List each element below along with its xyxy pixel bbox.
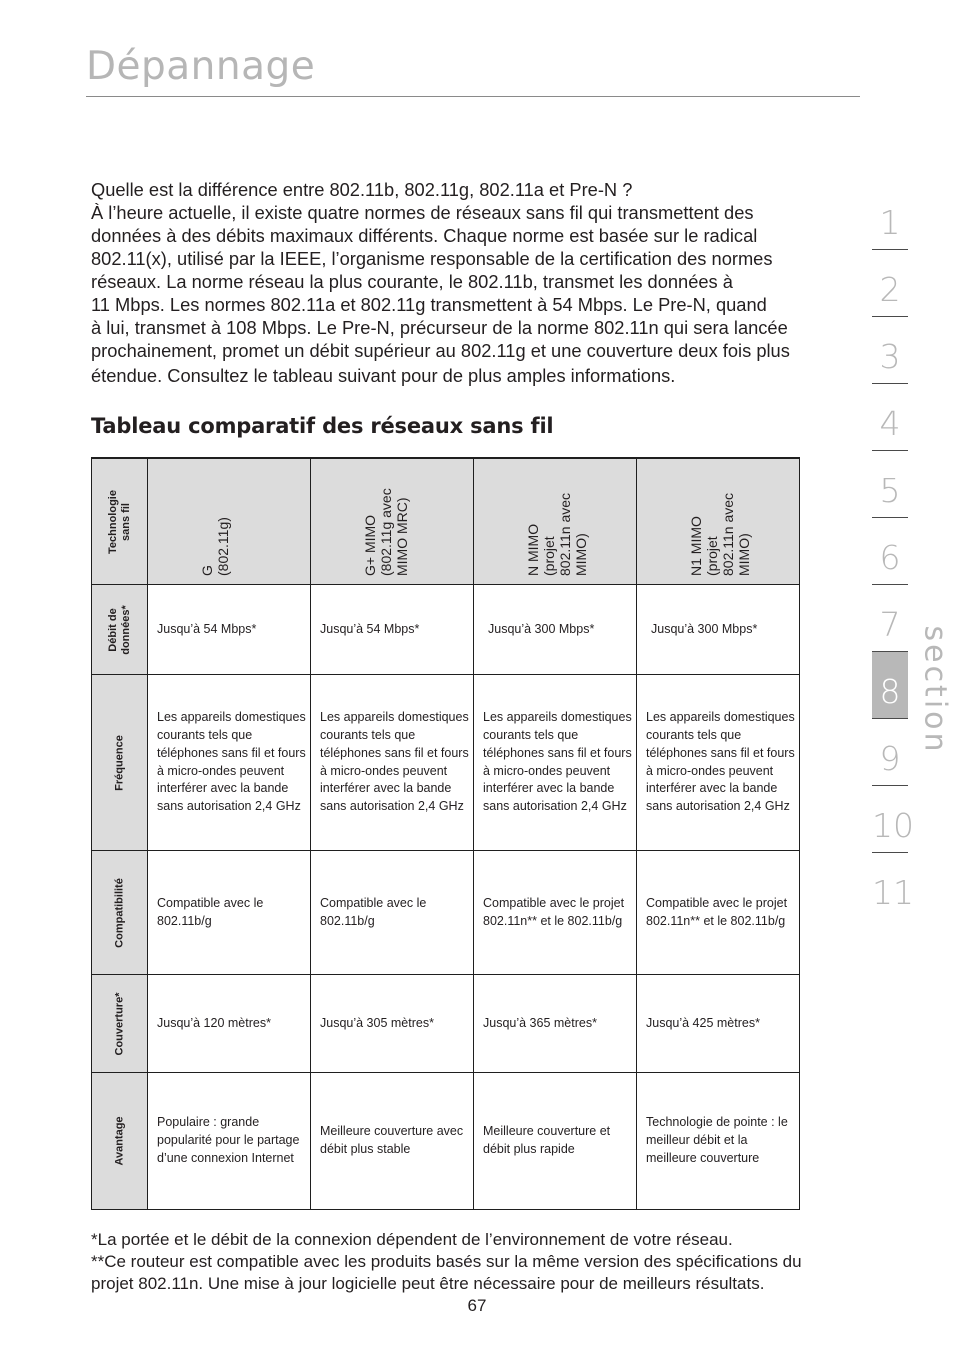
section-tab-8-active[interactable] — [872, 652, 908, 719]
table-cell: Les appareils domestiques courants tels que téléphones sans fil et fours à micro-ondes peuvent interférer avec la bande sans autorisation 2,4 GHz — [148, 675, 311, 851]
table-cell: Meilleure couverture avec débit plus stable — [311, 1073, 474, 1210]
table-cell: Les appareils domestiques courants tels que téléphones sans fil et fours à micro-ondes peuvent interférer avec la bande sans autorisation 2,4 GHz — [311, 675, 474, 851]
column-header-g — [148, 458, 311, 585]
section-tab-label: 8 — [879, 672, 901, 711]
table-cell: Compatible avec le 802.11b/g — [311, 851, 474, 975]
table-cell: Jusqu’à 425 mètres* — [637, 975, 800, 1073]
column-header-label: G+ MIMO (802.11g avec MIMO MRC) — [362, 488, 410, 576]
row-header-compatibilite — [92, 851, 148, 975]
column-header-n1-mimo — [637, 458, 800, 585]
section-tab-label: 1 — [879, 203, 901, 242]
row-header-label: Avantage — [113, 1116, 125, 1166]
section-tab-6[interactable] — [872, 518, 908, 585]
table-row — [92, 585, 800, 675]
table-cell: Jusqu’à 300 Mbps* — [637, 585, 800, 675]
intro-line: à lui, transmet à 108 Mbps. Le Pre-N, précurseur de la norme 802.11n qui sera lancée — [91, 317, 788, 338]
intro-line: prochainement, promet un débit supérieur au 802.11g et une couverture deux fois plus — [91, 340, 790, 361]
row-header-couverture — [92, 975, 148, 1073]
intro-question: Quelle est la différence entre 802.11b, 802.11g, 802.11a et Pre-N ? — [91, 179, 633, 200]
row-header-avantage — [92, 1073, 148, 1210]
table-cell: Jusqu’à 54 Mbps* — [148, 585, 311, 675]
comparison-table — [91, 457, 800, 1210]
section-tab-label: 5 — [879, 471, 901, 510]
section-tab-label: 2 — [879, 270, 901, 309]
column-header-label: N MIMO (projet 802.11n avec MIMO) — [525, 492, 589, 576]
row-header-frequence — [92, 675, 148, 851]
footnote-line: *La portée et le débit de la connexion dépendent de l’environnement de votre réseau. — [91, 1230, 733, 1249]
section-tab-2[interactable] — [872, 250, 908, 317]
corner-label: Technologie sans fil — [106, 489, 132, 554]
table-cell: Jusqu’à 365 mètres* — [474, 975, 637, 1073]
table-cell: Compatible avec le projet 802.11n** et le 802.11b/g — [637, 851, 800, 975]
section-tab-label: 3 — [879, 337, 901, 376]
section-tab-1[interactable] — [872, 183, 908, 250]
section-label: section — [917, 625, 953, 755]
table-row — [92, 975, 800, 1073]
table-cell: Jusqu’à 305 mètres* — [311, 975, 474, 1073]
column-header-n-mimo — [474, 458, 637, 585]
table-cell: Compatible avec le projet 802.11n** et le 802.11b/g — [474, 851, 637, 975]
intro-line: étendue. Consultez le tableau suivant pour de plus amples informations. — [91, 365, 676, 386]
section-tab-label: 11 — [872, 873, 914, 912]
table-cell: Technologie de pointe : le meilleur débit et la meilleure couverture — [637, 1073, 800, 1210]
section-tab-7[interactable] — [872, 585, 908, 652]
table-cell: Jusqu’à 300 Mbps* — [474, 585, 637, 675]
table-row — [92, 1073, 800, 1210]
row-header-debit — [92, 585, 148, 675]
section-tab-5[interactable] — [872, 451, 908, 518]
section-tab-label: 6 — [879, 538, 901, 577]
table-cell: Les appareils domestiques courants tels que téléphones sans fil et fours à micro-ondes peuvent interférer avec la bande sans autorisation 2,4 GHz — [474, 675, 637, 851]
table-row — [92, 675, 800, 851]
section-tab-11[interactable] — [872, 853, 914, 919]
section-tab-label: 9 — [879, 739, 901, 778]
column-header-g-plus-mimo — [311, 458, 474, 585]
footnotes — [91, 1229, 856, 1295]
row-header-label: Compatibilité — [113, 877, 125, 948]
table-row — [92, 851, 800, 975]
section-tab-9[interactable] — [872, 719, 908, 786]
footnote-line: **Ce routeur est compatible avec les produits basés sur la même version des spécifications du — [91, 1252, 802, 1271]
table-title: Tableau comparatif des réseaux sans fil — [91, 414, 554, 438]
section-tab-label: 4 — [879, 404, 901, 443]
column-header-label: N1 MIMO (projet 802.11n avec MIMO) — [688, 492, 752, 576]
intro-line: 11 Mbps. Les normes 802.11a et 802.11g transmettent à 54 Mbps. Le Pre-N, quand — [91, 294, 767, 315]
intro-line: réseaux. La norme réseau la plus courante, le 802.11b, transmet les données à — [91, 271, 733, 292]
table-header-row — [92, 458, 800, 585]
row-header-label: Couverture* — [113, 992, 125, 1055]
table-cell: Jusqu’à 54 Mbps* — [311, 585, 474, 675]
section-tab-3[interactable] — [872, 317, 908, 384]
table-cell: Compatible avec le 802.11b/g — [148, 851, 311, 975]
table-cell: Les appareils domestiques courants tels que téléphones sans fil et fours à micro-ondes peuvent interférer avec la bande sans autorisation 2,4 GHz — [637, 675, 800, 851]
table-cell: Populaire : grande popularité pour le partage d’une connexion Internet — [148, 1073, 311, 1210]
intro-line: 802.11(x), utilisé par la IEEE, l’organisme responsable de la certification des normes — [91, 248, 773, 269]
section-tab-label: 10 — [872, 806, 914, 845]
column-header-label: G (802.11g) — [199, 517, 231, 576]
footnote-line: projet 802.11n. Une mise à jour logicielle peut être nécessaire pour de meilleurs résultats. — [91, 1274, 765, 1293]
intro-line: À l’heure actuelle, il existe quatre normes de réseaux sans fil qui transmettent des — [91, 202, 754, 223]
page-title: Dépannage — [86, 44, 316, 89]
title-divider — [86, 96, 860, 97]
table-cell: Jusqu’à 120 mètres* — [148, 975, 311, 1073]
section-nav — [872, 183, 914, 919]
intro-paragraph — [91, 178, 851, 387]
row-header-label: Débit de données* — [106, 604, 132, 655]
section-tab-label: 7 — [879, 605, 901, 644]
section-tab-4[interactable] — [872, 384, 908, 451]
row-header-label: Fréquence — [113, 734, 125, 791]
section-tab-10[interactable] — [872, 786, 914, 853]
page-number: 67 — [467, 1296, 487, 1315]
table-corner-header — [92, 458, 148, 585]
intro-line: données à des débits maximaux différents. Chaque norme est basée sur le radical — [91, 225, 758, 246]
table-cell: Meilleure couverture et débit plus rapide — [474, 1073, 637, 1210]
